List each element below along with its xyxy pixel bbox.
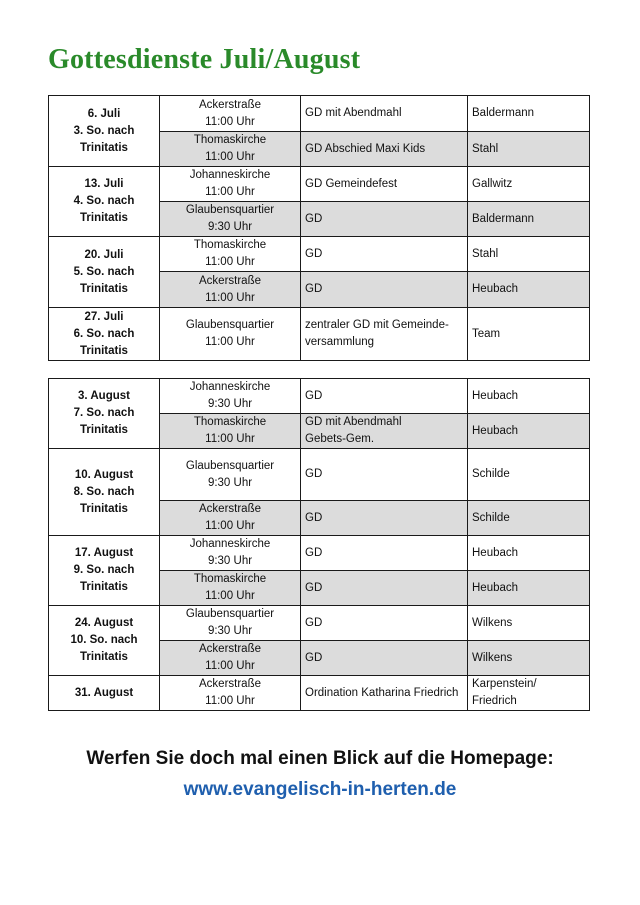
service-type-line: Gebets-Gem. bbox=[305, 433, 375, 445]
service-date-line: 9. So. nach bbox=[73, 564, 135, 576]
table-row bbox=[49, 167, 590, 202]
church-time-cell bbox=[160, 606, 301, 641]
church-time-line: Thomaskirche bbox=[193, 134, 267, 146]
church-time-line: Johanneskirche bbox=[189, 538, 271, 550]
service-type-line: GD bbox=[305, 651, 323, 664]
service-date-cell bbox=[49, 379, 160, 449]
church-time-cell bbox=[160, 676, 301, 711]
service-type-line: GD bbox=[305, 247, 323, 260]
church-time-line: Ackerstraße bbox=[199, 274, 261, 287]
service-date-cell bbox=[49, 676, 160, 711]
service-date-cell bbox=[49, 606, 160, 676]
church-time-line: Glaubensquartier bbox=[185, 319, 275, 331]
pastor-line: Karpenstein/ bbox=[472, 678, 537, 690]
church-time-line: Johanneskirche bbox=[189, 169, 271, 181]
service-type-cell bbox=[301, 536, 468, 571]
pastor-line: Baldermann bbox=[472, 212, 535, 225]
service-type-line: GD Abschied Maxi Kids bbox=[305, 142, 426, 155]
pastor-line: Stahl bbox=[472, 142, 499, 155]
pastor-line: Schilde bbox=[472, 511, 510, 524]
service-date-line: Trinitatis bbox=[80, 141, 128, 154]
service-date-line: Trinitatis bbox=[80, 282, 128, 295]
church-time-line: Johanneskirche bbox=[189, 381, 271, 393]
church-time-line: Ackerstraße bbox=[199, 678, 261, 690]
pastor-cell bbox=[468, 167, 590, 202]
church-time-line: 11:00 Uhr bbox=[205, 186, 255, 198]
church-time-cell bbox=[160, 571, 301, 606]
pastor-cell bbox=[468, 96, 590, 132]
pastor-line: Team bbox=[472, 327, 501, 340]
church-time-line: 11:00 Uhr bbox=[205, 660, 255, 672]
table-row bbox=[49, 606, 590, 641]
service-date-line: Trinitatis bbox=[80, 651, 128, 663]
church-time-cell bbox=[160, 132, 301, 167]
service-type-line: GD bbox=[305, 511, 323, 524]
table-row bbox=[49, 237, 590, 272]
pastor-cell bbox=[468, 536, 590, 571]
service-date-line: Trinitatis bbox=[80, 502, 128, 515]
pastor-cell bbox=[468, 379, 590, 414]
service-date-line: Trinitatis bbox=[80, 581, 128, 593]
church-time-line: 11:00 Uhr bbox=[205, 336, 255, 348]
service-type-line: GD bbox=[305, 389, 323, 402]
church-time-cell bbox=[160, 308, 301, 361]
pastor-line: Wilkens bbox=[472, 651, 513, 664]
service-type-cell bbox=[301, 379, 468, 414]
church-time-line: Glaubensquartier bbox=[185, 459, 275, 472]
service-type-cell bbox=[301, 308, 468, 361]
service-type-cell bbox=[301, 571, 468, 606]
pastor-cell bbox=[468, 571, 590, 606]
service-type-cell bbox=[301, 449, 468, 501]
pastor-cell bbox=[468, 272, 590, 308]
service-type-cell bbox=[301, 237, 468, 272]
august-schedule-table bbox=[48, 378, 590, 711]
pastor-line: Heubach bbox=[472, 546, 519, 559]
pastor-line: Heubach bbox=[472, 424, 519, 437]
church-time-line: 9:30 Uhr bbox=[207, 476, 253, 489]
service-date-line: Trinitatis bbox=[80, 212, 128, 224]
church-time-line: 11:00 Uhr bbox=[205, 695, 255, 707]
pastor-cell bbox=[468, 676, 590, 711]
table-row bbox=[49, 676, 590, 711]
service-date-line: 8. So. nach bbox=[73, 485, 135, 498]
church-time-cell bbox=[160, 536, 301, 571]
pastor-cell bbox=[468, 414, 590, 449]
pastor-line: Stahl bbox=[472, 247, 499, 260]
service-date-line: 3. August bbox=[78, 390, 130, 402]
church-time-cell bbox=[160, 272, 301, 308]
service-type-cell bbox=[301, 167, 468, 202]
service-type-cell bbox=[301, 202, 468, 237]
service-date-line: 31. August bbox=[74, 686, 134, 699]
church-time-cell bbox=[160, 96, 301, 132]
pastor-cell bbox=[468, 132, 590, 167]
church-time-line: 11:00 Uhr bbox=[205, 256, 255, 268]
table-row bbox=[49, 449, 590, 501]
service-type-cell bbox=[301, 96, 468, 132]
service-type-cell bbox=[301, 272, 468, 308]
pastor-cell bbox=[468, 606, 590, 641]
service-date-cell bbox=[49, 167, 160, 237]
church-time-line: Glaubensquartier bbox=[185, 204, 275, 216]
church-time-cell bbox=[160, 202, 301, 237]
church-time-line: Ackerstraße bbox=[199, 98, 261, 111]
service-type-cell bbox=[301, 641, 468, 676]
church-time-line: Ackerstraße bbox=[199, 643, 261, 655]
pastor-cell bbox=[468, 237, 590, 272]
pastor-line: Schilde bbox=[472, 468, 510, 480]
pastor-cell bbox=[468, 501, 590, 536]
pastor-cell bbox=[468, 308, 590, 361]
july-schedule-table bbox=[48, 95, 590, 361]
church-time-cell bbox=[160, 167, 301, 202]
homepage-hint: Werfen Sie doch mal einen Blick auf die Homepage: bbox=[86, 748, 554, 769]
page-title: Gottesdienste Juli/August bbox=[48, 44, 361, 75]
service-type-line: GD bbox=[305, 468, 323, 480]
service-type-cell bbox=[301, 606, 468, 641]
service-date-cell bbox=[49, 237, 160, 308]
church-time-line: 9:30 Uhr bbox=[207, 625, 253, 637]
church-time-cell bbox=[160, 449, 301, 501]
church-time-line: Ackerstraße bbox=[199, 503, 261, 515]
church-time-cell bbox=[160, 414, 301, 449]
church-time-line: Thomaskirche bbox=[193, 416, 267, 428]
church-time-line: Thomaskirche bbox=[193, 573, 267, 585]
church-time-cell bbox=[160, 501, 301, 536]
church-time-line: 9:30 Uhr bbox=[207, 555, 253, 567]
service-date-line: 10. So. nach bbox=[70, 634, 138, 646]
table-row bbox=[49, 308, 590, 361]
service-date-line: 6. Juli bbox=[87, 107, 121, 120]
church-time-cell bbox=[160, 641, 301, 676]
service-type-line: GD mit Abendmahl bbox=[305, 416, 402, 428]
church-time-line: 11:00 Uhr bbox=[205, 433, 255, 445]
pastor-line: Gallwitz bbox=[472, 177, 513, 190]
service-type-line: GD bbox=[305, 283, 323, 295]
service-date-line: 3. So. nach bbox=[73, 124, 135, 137]
service-type-line: versammlung bbox=[305, 336, 375, 348]
church-time-line: 11:00 Uhr bbox=[205, 151, 255, 163]
homepage-link[interactable]: www.evangelisch-in-herten.de bbox=[183, 779, 457, 800]
service-type-line: zentraler GD mit Gemeinde- bbox=[305, 319, 449, 331]
church-time-line: 9:30 Uhr bbox=[207, 398, 253, 410]
table-row bbox=[49, 536, 590, 571]
service-date-cell bbox=[49, 449, 160, 536]
service-date-line: 17. August bbox=[74, 547, 134, 559]
service-type-line: GD bbox=[305, 546, 323, 559]
service-type-line: GD Gemeindefest bbox=[305, 177, 398, 190]
service-date-line: 13. Juli bbox=[84, 178, 124, 190]
church-time-line: 11:00 Uhr bbox=[205, 115, 255, 128]
table-row bbox=[49, 379, 590, 414]
service-date-line: 7. So. nach bbox=[73, 407, 135, 419]
service-date-line: 27. Juli bbox=[84, 310, 124, 323]
service-type-cell bbox=[301, 501, 468, 536]
pastor-cell bbox=[468, 449, 590, 501]
service-type-cell bbox=[301, 414, 468, 449]
pastor-line: Baldermann bbox=[472, 107, 535, 119]
service-date-line: 24. August bbox=[74, 617, 134, 629]
service-date-line: 6. So. nach bbox=[73, 327, 135, 340]
service-date-line: 5. So. nach bbox=[73, 265, 135, 278]
service-type-line: GD bbox=[305, 212, 323, 225]
service-date-line: 4. So. nach bbox=[73, 195, 135, 207]
service-date-line: Trinitatis bbox=[80, 344, 128, 357]
pastor-line: Heubach bbox=[472, 581, 519, 594]
pastor-line: Friedrich bbox=[472, 695, 517, 707]
church-time-line: 9:30 Uhr bbox=[207, 221, 253, 233]
service-type-line: Ordination Katharina Friedrich bbox=[305, 686, 459, 699]
pastor-cell bbox=[468, 641, 590, 676]
pastor-cell bbox=[468, 202, 590, 237]
service-date-cell bbox=[49, 96, 160, 167]
church-time-cell bbox=[160, 379, 301, 414]
pastor-line: Heubach bbox=[472, 283, 519, 295]
service-type-line: GD bbox=[305, 581, 323, 594]
service-date-cell bbox=[49, 536, 160, 606]
service-date-line: 20. Juli bbox=[84, 248, 124, 261]
church-time-line: 11:00 Uhr bbox=[205, 590, 255, 602]
service-date-line: Trinitatis bbox=[80, 424, 128, 436]
pastor-line: Wilkens bbox=[472, 616, 513, 629]
service-type-line: GD mit Abendmahl bbox=[305, 107, 402, 119]
church-time-line: 11:00 Uhr bbox=[205, 291, 255, 304]
service-date-line: 10. August bbox=[74, 468, 134, 481]
church-time-line: Thomaskirche bbox=[193, 239, 267, 251]
church-time-cell bbox=[160, 237, 301, 272]
service-date-cell bbox=[49, 308, 160, 361]
service-type-cell bbox=[301, 132, 468, 167]
pastor-line: Heubach bbox=[472, 389, 519, 402]
church-time-line: Glaubensquartier bbox=[185, 608, 275, 620]
church-time-line: 11:00 Uhr bbox=[205, 520, 255, 532]
service-type-line: GD bbox=[305, 616, 323, 629]
service-type-cell bbox=[301, 676, 468, 711]
table-row bbox=[49, 96, 590, 132]
